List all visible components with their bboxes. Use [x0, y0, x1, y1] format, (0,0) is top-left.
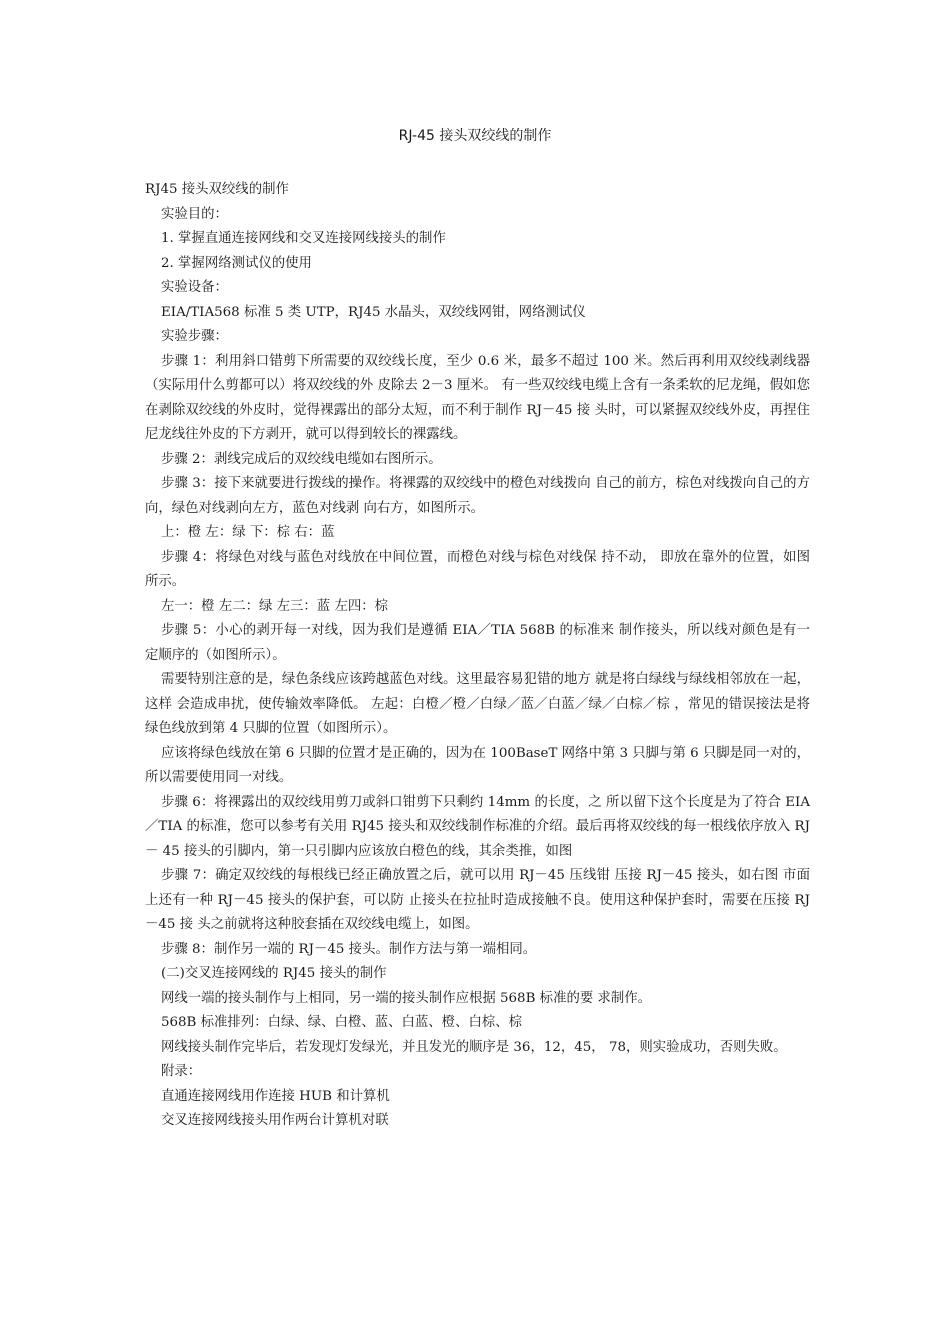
paragraph: 网线一端的接头制作与上相同，另一端的接头制作应根据 568B 标准的要 求制作。 [161, 990, 652, 1006]
paragraph: 步骤 8：制作另一端的 RJ－45 接头。制作方法与第一端相同。 [161, 941, 537, 957]
paragraph: 步骤 6：将裸露出的双绞线用剪刀或斜口钳剪下只剩约 14mm 的长度，之 所以留下这个长度是为了符合 EIA／TIA 的标准，您可以参考有关用 RJ45 接头和双绞线制作标准的介绍。最后再将双绞线的每一根线依序放入 RJ－ 45 接头的引脚内，第一只引脚内应该放白橙色的线，其余类推，如图 [145, 794, 810, 859]
paragraph: 直通连接网线用作连接 HUB 和计算机 [161, 1088, 390, 1104]
document-body [145, 178, 810, 1134]
document-title: RJ-45 接头双绞线的制作 [398, 128, 552, 144]
paragraph: 实验设备： [161, 280, 228, 295]
paragraph: 左一：橙 左二：绿 左三：蓝 左四：棕 [161, 598, 389, 614]
paragraph: 步骤 2：剥线完成后的双绞线电缆如右图所示。 [161, 451, 442, 467]
paragraph: 交叉连接网线接头用作两台计算机对联 [161, 1113, 389, 1128]
paragraph: 实验步骤： [161, 329, 228, 344]
paragraph: 实验目的： [161, 206, 228, 222]
paragraph: 网线接头制作完毕后，若发现灯发绿光，并且发光的顺序是 36，12，45， 78，则实验成功，否则失败。 [161, 1039, 787, 1055]
paragraph: 步骤 7：确定双绞线的每根线已经正确放置之后，就可以用 RJ－45 压线钳 压接 RJ－45 接头，如右图 市面上还有一种 RJ－45 接头的保护套，可以防 止接头在拉扯时造成接触不良。使用这种保护套时，需要在压接 RJ－45 接 头之前就将这种胶套插在双绞线电缆上，如图。 [145, 868, 810, 932]
paragraph: (二)交叉连接网线的 RJ45 接头的制作 [161, 966, 387, 981]
paragraph: 附录： [161, 1064, 202, 1079]
paragraph: 568B 标准排列：白绿、绿、白橙、蓝、白蓝、橙、白棕、棕 [161, 1015, 523, 1030]
paragraph: 上：橙 左：绿 下：棕 右：蓝 [161, 525, 335, 540]
paragraph: 步骤 4：将绿色对线与蓝色对线放在中间位置，而橙色对线与棕色对线保 持不动， 即放在靠外的位置，如图所示。 [145, 549, 810, 589]
paragraph: 步骤 1：利用斜口错剪下所需要的双绞线长度，至少 0.6 米，最多不超过 100 米。然后再利用双绞线剥线器（实际用什么剪都可以）将双绞线的外 皮除去 2－3 厘米。 有一些双绞线电缆上含有一条柔软的尼龙绳，假如您 在剥除双绞线的外皮时，觉得裸露出的部分太短，而不利于制作 RJ－45 接 头时，可以紧握双绞线外皮，再捏住尼龙线往外皮的下方剥开，就可以得到较长的裸露线。 [145, 353, 810, 442]
paragraph: 步骤 5：小心的剥开每一对线，因为我们是遵循 EIA／TIA 568B 的标准来 制作接头，所以线对颜色是有一定顺序的（如图所示）。 [145, 623, 810, 663]
paragraph: 步骤 3：接下来就要进行拨线的操作。将裸露的双绞线中的橙色对线拨向 自己的前方，棕色对线拨向自己的方向，绿色对线剥向左方，蓝色对线剥 向右方，如图所示。 [145, 476, 810, 516]
paragraph: 1. 掌握直通连接网线和交叉连接网线接头的制作 [161, 231, 446, 246]
paragraph: 应该将绿色线放在第 6 只脚的位置才是正确的，因为在 100BaseT 网络中第 3 只脚与第 6 只脚是同一对的，所以需要使用同一对线。 [145, 745, 810, 785]
paragraph: 2. 掌握网络测试仪的使用 [161, 255, 312, 271]
paragraph: EIA/TIA568 标准 5 类 UTP，RJ45 水晶头，双绞线网钳，网络测试仪 [161, 304, 586, 320]
paragraph: RJ45 接头双绞线的制作 [145, 182, 289, 197]
paragraph: 需要特别注意的是，绿色条线应该跨越蓝色对线。这里最容易犯错的地方 就是将白绿线与绿线相邻放在一起，这样 会造成串扰，使传输效率降低。 左起：白橙／橙／白绿／蓝／白蓝／绿／白棕／棕 ，常见的错误接法是将 绿色线放到第 4 只脚的位置（如图所示）。 [145, 672, 810, 736]
